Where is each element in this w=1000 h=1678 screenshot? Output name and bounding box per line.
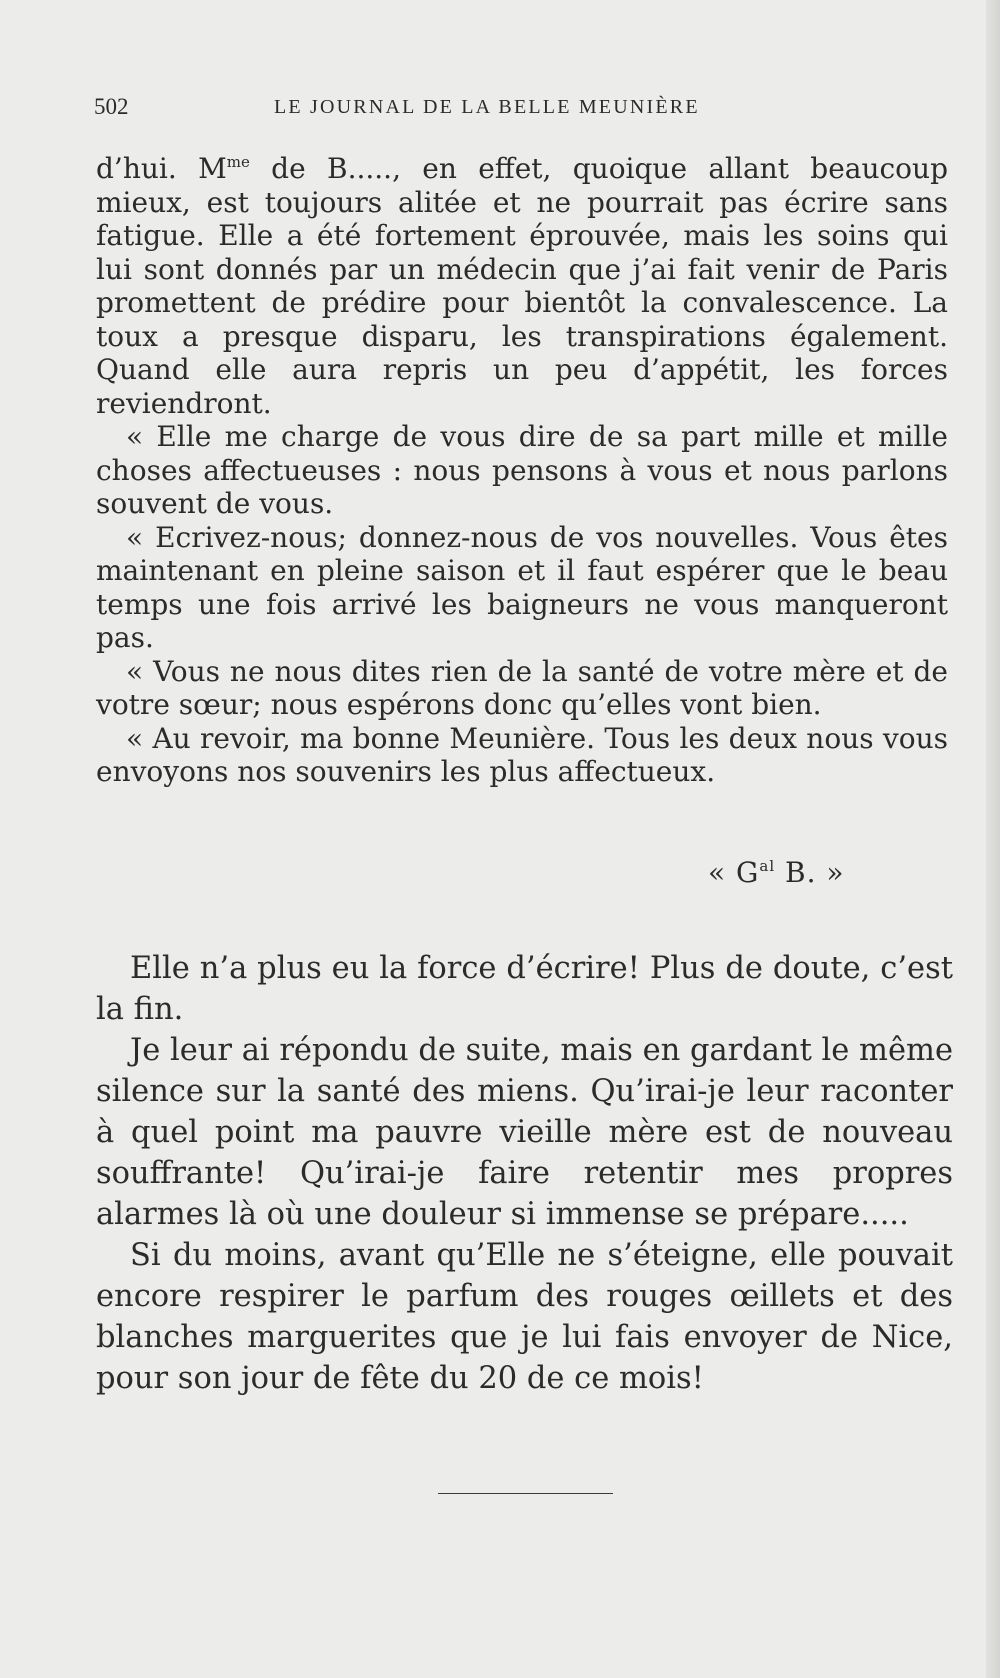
signature-sup: al: [759, 857, 776, 875]
letter-paragraph-3: « Ecrivez-nous; donnez-nous de vos nouvelles. Vous êtes maintenant en pleine saison et il faut espérer que le beau temps une fois arrivé les baigneurs ne vous manqueront pas.: [96, 520, 948, 654]
narrative-text: [96, 948, 953, 1399]
signature-open: « G: [708, 856, 760, 889]
narrative-paragraph-2: Je leur ai répondu de suite, mais en gardant le même silence sur la santé des miens. Qu’irai-je leur raconter à quel point ma pauvre vieille mère est de nouveau souffrante! Qu’irai-je faire retentir mes propres alarmes là où une douleur si immense se prépare.....: [96, 1033, 953, 1232]
page-edge: [986, 0, 1000, 1678]
running-head: [94, 94, 794, 124]
letter-signature: [708, 856, 845, 889]
title-abbrev-sup: me: [226, 153, 250, 171]
page-number: 502: [94, 94, 129, 119]
letter-p1-rest: de B....., en effet, quoique allant beaucoup mieux, est toujours alitée et ne pourrait pas écrire sans fatigue. Elle a été fortement éprouvée, mais les soins qui lui sont donnés par un médecin que j’ai fait venir de Paris promettent de prédire pour bientôt la convalescence. La toux a presque disparu, les transpirations également. Quand elle aura repris un peu d’appétit, les forces reviendront.: [96, 152, 948, 420]
letter-paragraph-2: « Elle me charge de vous dire de sa part mille et mille choses affectueuses : nous pensons à vous et nous parlons souvent de vous.: [96, 420, 948, 520]
signature-close: B. »: [775, 856, 845, 889]
section-end-rule: [438, 1493, 613, 1494]
narrative-paragraph-3: Si du moins, avant qu’Elle ne s’éteigne, elle pouvait encore respirer le parfum des rouges œillets et des blanches marguerites que je lui fais envoyer de Nice, pour son jour de fête du 20 de ce mois!: [96, 1238, 953, 1396]
running-title: LE JOURNAL DE LA BELLE MEUNIÈRE: [274, 96, 700, 118]
letter-p1-start: d’hui. M: [96, 152, 227, 185]
letter-text: [96, 152, 948, 789]
letter-paragraph-4: « Vous ne nous dites rien de la santé de votre mère et de votre sœur; nous espérons donc qu’elles vont bien.: [96, 654, 948, 721]
narrative-paragraph-1: Elle n’a plus eu la force d’écrire! Plus de doute, c’est la fin.: [96, 951, 953, 1027]
letter-paragraph-1: [96, 152, 948, 420]
letter-paragraph-5: « Au revoir, ma bonne Meunière. Tous les deux nous vous envoyons nos souvenirs les plus affectueux.: [96, 721, 948, 788]
